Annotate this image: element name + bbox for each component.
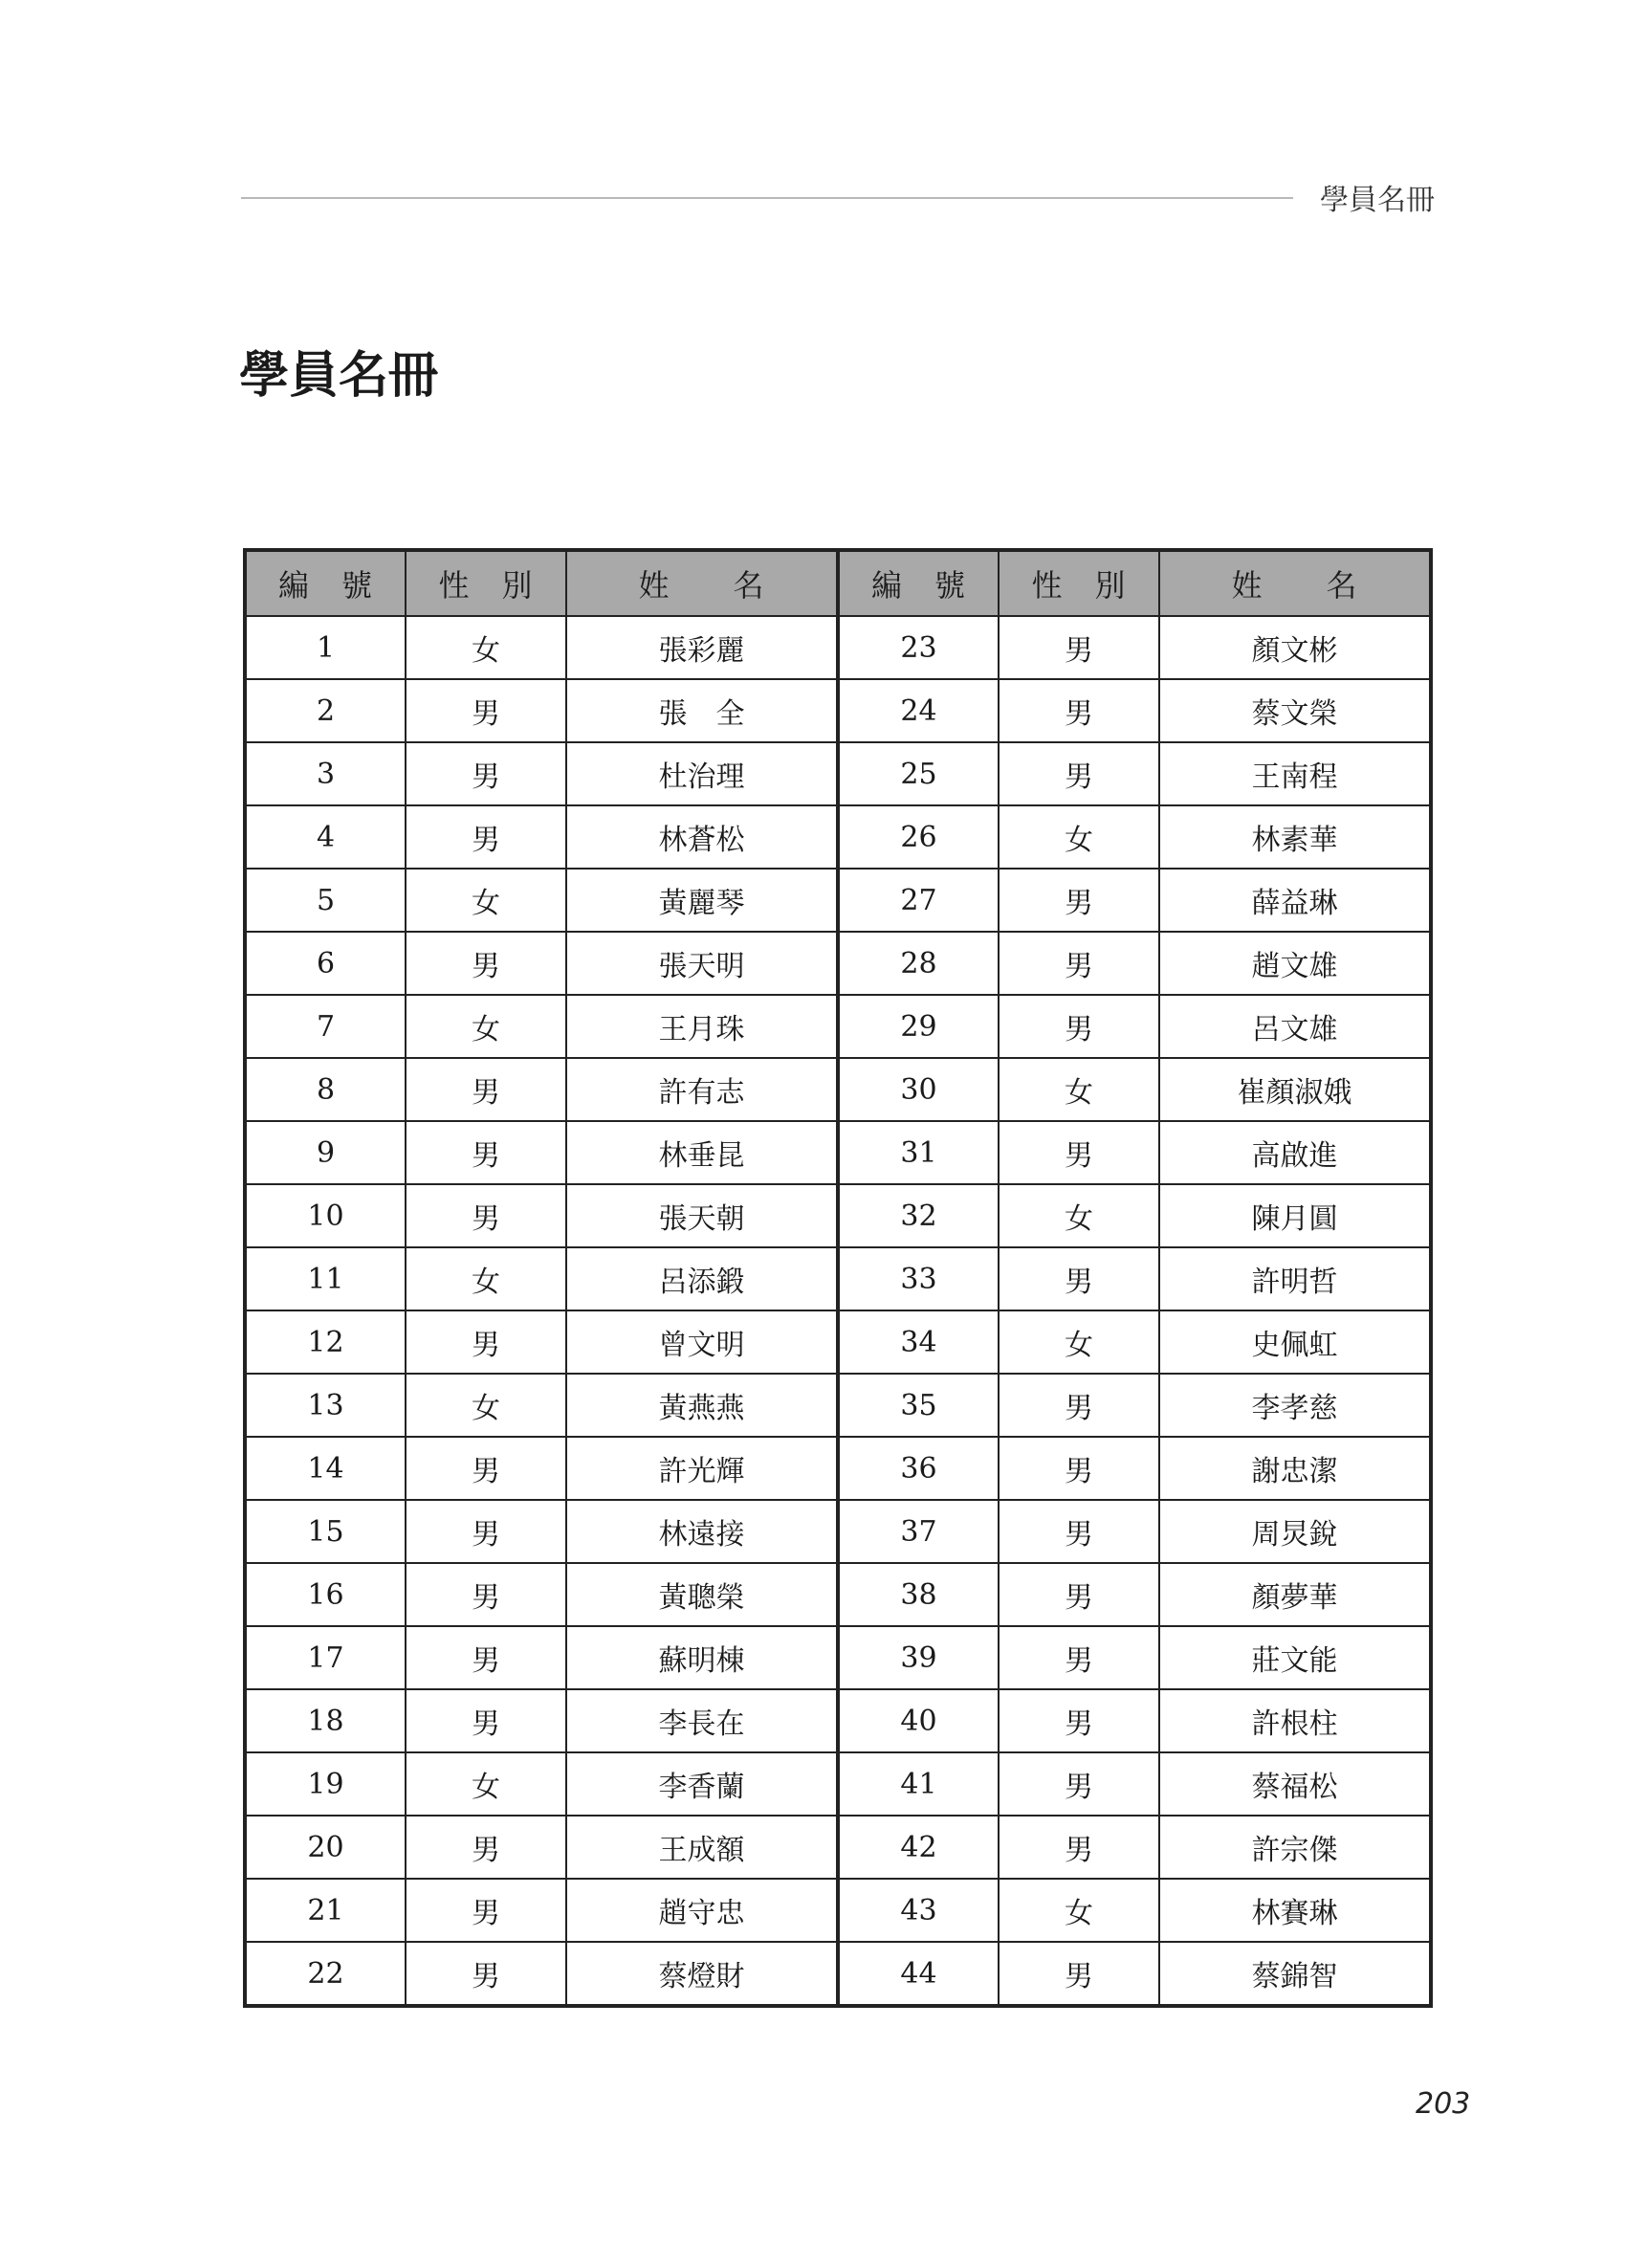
running-header: 學員名冊	[1320, 184, 1435, 217]
cell-gender: 男	[999, 742, 1159, 805]
cell-gender: 男	[406, 1689, 566, 1752]
cell-gender: 男	[406, 1816, 566, 1879]
cell-gender: 女	[999, 1310, 1159, 1374]
cell-name: 杜治理	[566, 742, 838, 805]
cell-name: 薛益琳	[1159, 869, 1431, 932]
cell-number: 42	[838, 1816, 999, 1879]
cell-name: 崔顏淑娥	[1159, 1058, 1431, 1121]
cell-name: 許宗傑	[1159, 1816, 1431, 1879]
table-row	[245, 1374, 1431, 1437]
cell-name: 林素華	[1159, 805, 1431, 869]
cell-gender: 男	[999, 995, 1159, 1058]
cell-gender: 女	[999, 1879, 1159, 1942]
table-row	[245, 1626, 1431, 1689]
cell-name: 王月珠	[566, 995, 838, 1058]
cell-name: 高啟進	[1159, 1121, 1431, 1184]
cell-number: 25	[838, 742, 999, 805]
cell-gender: 男	[406, 1121, 566, 1184]
cell-name: 顏文彬	[1159, 616, 1431, 679]
cell-name: 周炅銳	[1159, 1500, 1431, 1563]
table-row	[245, 1563, 1431, 1626]
cell-gender: 男	[999, 1500, 1159, 1563]
header-number: 編 號	[838, 550, 999, 616]
cell-gender: 女	[999, 1058, 1159, 1121]
cell-name: 王成額	[566, 1816, 838, 1879]
cell-number: 6	[245, 932, 406, 995]
cell-name: 許根柱	[1159, 1689, 1431, 1752]
cell-gender: 男	[999, 1563, 1159, 1626]
cell-number: 32	[838, 1184, 999, 1247]
cell-name: 趙守忠	[566, 1879, 838, 1942]
table-row	[245, 869, 1431, 932]
cell-number: 4	[245, 805, 406, 869]
cell-number: 15	[245, 1500, 406, 1563]
cell-name: 莊文能	[1159, 1626, 1431, 1689]
table-row	[245, 1752, 1431, 1816]
cell-name: 呂添鍛	[566, 1247, 838, 1310]
cell-name: 李長在	[566, 1689, 838, 1752]
cell-gender: 男	[406, 679, 566, 742]
cell-name: 趙文雄	[1159, 932, 1431, 995]
cell-number: 34	[838, 1310, 999, 1374]
cell-number: 33	[838, 1247, 999, 1310]
cell-number: 18	[245, 1689, 406, 1752]
page-title: 學員名冊	[239, 347, 439, 405]
cell-number: 44	[838, 1942, 999, 2006]
cell-name: 李香蘭	[566, 1752, 838, 1816]
cell-gender: 男	[406, 1879, 566, 1942]
cell-name: 蘇明棟	[566, 1626, 838, 1689]
cell-gender: 男	[999, 1816, 1159, 1879]
table-row	[245, 1058, 1431, 1121]
cell-number: 3	[245, 742, 406, 805]
cell-name: 曾文明	[566, 1310, 838, 1374]
cell-name: 蔡福松	[1159, 1752, 1431, 1816]
table-row	[245, 679, 1431, 742]
cell-name: 王南程	[1159, 742, 1431, 805]
cell-number: 24	[838, 679, 999, 742]
table-row	[245, 616, 1431, 679]
cell-number: 43	[838, 1879, 999, 1942]
cell-gender: 男	[999, 1437, 1159, 1500]
cell-gender: 男	[406, 1058, 566, 1121]
cell-gender: 男	[406, 1500, 566, 1563]
cell-gender: 男	[406, 742, 566, 805]
cell-name: 黃燕燕	[566, 1374, 838, 1437]
cell-gender: 男	[999, 679, 1159, 742]
cell-name: 林遠接	[566, 1500, 838, 1563]
cell-number: 11	[245, 1247, 406, 1310]
cell-number: 14	[245, 1437, 406, 1500]
cell-gender: 女	[406, 616, 566, 679]
cell-gender: 男	[406, 1184, 566, 1247]
table-row	[245, 1879, 1431, 1942]
table-row	[245, 932, 1431, 995]
cell-name: 黃聰榮	[566, 1563, 838, 1626]
cell-number: 35	[838, 1374, 999, 1437]
cell-name: 林垂昆	[566, 1121, 838, 1184]
header-name: 姓 名	[566, 550, 838, 616]
cell-number: 2	[245, 679, 406, 742]
cell-number: 23	[838, 616, 999, 679]
student-roster-table	[243, 548, 1433, 2008]
cell-gender: 男	[999, 1247, 1159, 1310]
table-row	[245, 1310, 1431, 1374]
cell-number: 38	[838, 1563, 999, 1626]
cell-number: 28	[838, 932, 999, 995]
cell-name: 謝忠潔	[1159, 1437, 1431, 1500]
cell-gender: 女	[406, 869, 566, 932]
cell-name: 黃麗琴	[566, 869, 838, 932]
cell-name: 李孝慈	[1159, 1374, 1431, 1437]
cell-number: 5	[245, 869, 406, 932]
cell-number: 19	[245, 1752, 406, 1816]
cell-gender: 男	[406, 1626, 566, 1689]
cell-gender: 女	[406, 1247, 566, 1310]
cell-gender: 男	[999, 1689, 1159, 1752]
cell-gender: 男	[999, 869, 1159, 932]
cell-number: 20	[245, 1816, 406, 1879]
cell-number: 10	[245, 1184, 406, 1247]
header-rule	[241, 197, 1293, 199]
roster-table-header	[245, 550, 1431, 616]
cell-gender: 男	[406, 1310, 566, 1374]
cell-number: 13	[245, 1374, 406, 1437]
cell-name: 呂文雄	[1159, 995, 1431, 1058]
table-row	[245, 995, 1431, 1058]
roster-table-body	[245, 616, 1431, 2006]
cell-number: 36	[838, 1437, 999, 1500]
cell-name: 張天明	[566, 932, 838, 995]
cell-number: 41	[838, 1752, 999, 1816]
table-row	[245, 1247, 1431, 1310]
cell-gender: 女	[999, 805, 1159, 869]
cell-number: 1	[245, 616, 406, 679]
cell-gender: 男	[999, 1626, 1159, 1689]
cell-number: 9	[245, 1121, 406, 1184]
cell-gender: 男	[999, 616, 1159, 679]
table-row	[245, 1184, 1431, 1247]
cell-number: 17	[245, 1626, 406, 1689]
cell-name: 蔡文榮	[1159, 679, 1431, 742]
cell-gender: 男	[406, 1942, 566, 2006]
table-row	[245, 1689, 1431, 1752]
cell-gender: 女	[406, 1374, 566, 1437]
cell-number: 26	[838, 805, 999, 869]
cell-name: 林賽琳	[1159, 1879, 1431, 1942]
page-number: 203	[1416, 2087, 1471, 2121]
cell-gender: 女	[406, 995, 566, 1058]
cell-number: 37	[838, 1500, 999, 1563]
cell-number: 39	[838, 1626, 999, 1689]
cell-number: 7	[245, 995, 406, 1058]
header-number: 編 號	[245, 550, 406, 616]
cell-name: 顏夢華	[1159, 1563, 1431, 1626]
cell-number: 12	[245, 1310, 406, 1374]
table-row	[245, 805, 1431, 869]
cell-name: 張彩麗	[566, 616, 838, 679]
cell-number: 16	[245, 1563, 406, 1626]
cell-name: 史佩虹	[1159, 1310, 1431, 1374]
cell-gender: 男	[999, 1121, 1159, 1184]
header-row	[245, 550, 1431, 616]
table-row	[245, 1942, 1431, 2006]
cell-name: 蔡燈財	[566, 1942, 838, 2006]
cell-number: 29	[838, 995, 999, 1058]
header-name: 姓 名	[1159, 550, 1431, 616]
cell-number: 30	[838, 1058, 999, 1121]
cell-gender: 男	[999, 932, 1159, 995]
cell-gender: 男	[999, 1942, 1159, 2006]
cell-gender: 女	[999, 1184, 1159, 1247]
cell-gender: 男	[406, 1437, 566, 1500]
cell-gender: 男	[999, 1752, 1159, 1816]
cell-gender: 男	[999, 1374, 1159, 1437]
cell-gender: 男	[406, 805, 566, 869]
cell-name: 林蒼松	[566, 805, 838, 869]
cell-number: 8	[245, 1058, 406, 1121]
cell-gender: 男	[406, 1563, 566, 1626]
cell-number: 21	[245, 1879, 406, 1942]
cell-name: 蔡錦智	[1159, 1942, 1431, 2006]
cell-number: 40	[838, 1689, 999, 1752]
cell-number: 27	[838, 869, 999, 932]
cell-gender: 男	[406, 932, 566, 995]
table-row	[245, 1500, 1431, 1563]
table-row	[245, 742, 1431, 805]
table-row	[245, 1816, 1431, 1879]
cell-number: 22	[245, 1942, 406, 2006]
cell-number: 31	[838, 1121, 999, 1184]
header-gender: 性 別	[999, 550, 1159, 616]
cell-name: 許明哲	[1159, 1247, 1431, 1310]
table-row	[245, 1121, 1431, 1184]
cell-name: 張 全	[566, 679, 838, 742]
table-row	[245, 1437, 1431, 1500]
cell-gender: 女	[406, 1752, 566, 1816]
cell-name: 陳月圓	[1159, 1184, 1431, 1247]
cell-name: 張天朝	[566, 1184, 838, 1247]
cell-name: 許有志	[566, 1058, 838, 1121]
header-gender: 性 別	[406, 550, 566, 616]
cell-name: 許光輝	[566, 1437, 838, 1500]
